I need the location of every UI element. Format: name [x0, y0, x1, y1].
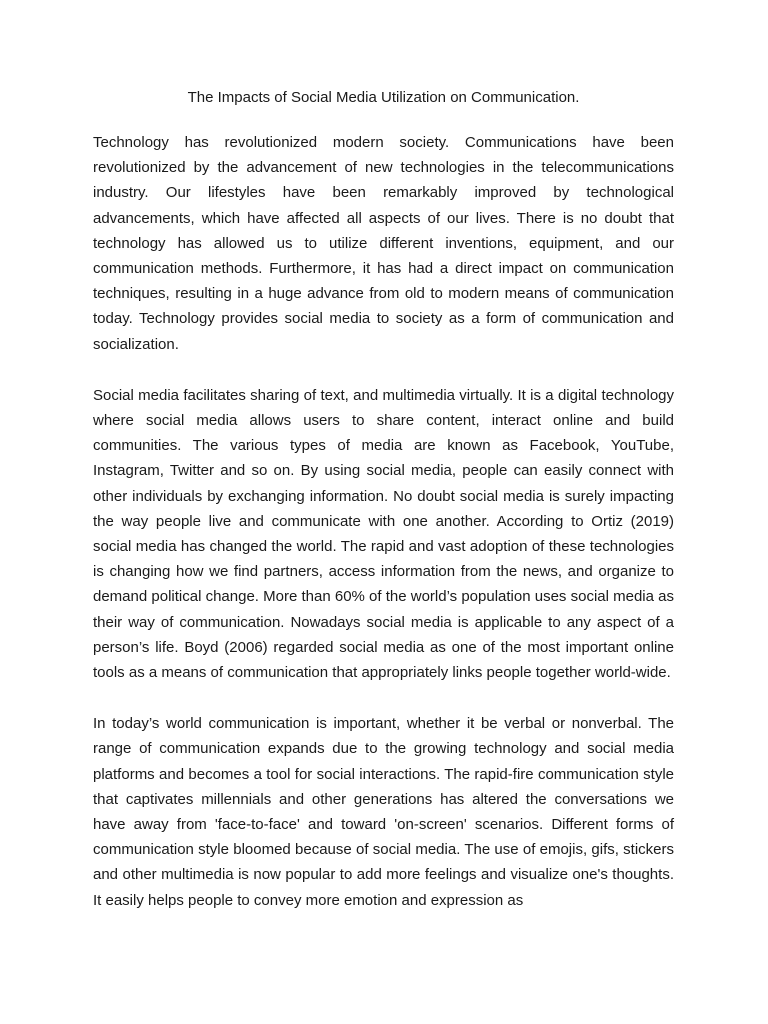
document-title: The Impacts of Social Media Utilization on Communication.: [187, 89, 580, 106]
paragraph-communication: In today’s world communication is important, whether it be verbal or nonverbal. The range of communication expands due to the growing technology and social media platforms and becomes a tool for social interactions. The rapid-fire communication style that captivates millennials and other generations has altered the conversations we have away from 'face-to-face' and toward 'on-screen' scenarios. Different forms of communication style bloomed because of social media. The use of emojis, gifs, stickers and other multimedia is now popular to add more feelings and visualize one's thoughts. It easily helps people to convey more emotion and expression as: [93, 715, 674, 909]
document-page: [93, 85, 674, 939]
paragraph-technology: Technology has revolutionized modern society. Communications have been revolutionized by the advancement of new technologies in the telecommunications industry. Our lifestyles have been remarkably improved by technological advancements, which have affected all aspects of our lives. There is no doubt that technology has allowed us to utilize different inventions, equipment, and our communication methods. Furthermore, it has had a direct impact on communication techniques, resulting in a huge advance from old to modern means of communication today. Technology provides social media to society as a form of communication and socialization.: [93, 134, 674, 353]
paragraph-social-media: Social media facilitates sharing of text, and multimedia virtually. It is a digital technology where social media allows users to share content, interact online and build communities. The various types of media are known as Facebook, YouTube, Instagram, Twitter and so on. By using social media, people can easily connect with other individuals by exchanging information. No doubt social media is surely impacting the way people live and communicate with one another. According to Ortiz (2019) social media has changed the world. The rapid and vast adoption of these technologies is changing how we find partners, access information from the news, and organize to demand political change. More than 60% of the world’s population uses social media as their way of communication. Nowadays social media is applicable to any aspect of a person’s life. Boyd (2006) regarded social media as one of the most important online tools as a means of communication that appropriately links people together world-wide.: [93, 386, 674, 682]
